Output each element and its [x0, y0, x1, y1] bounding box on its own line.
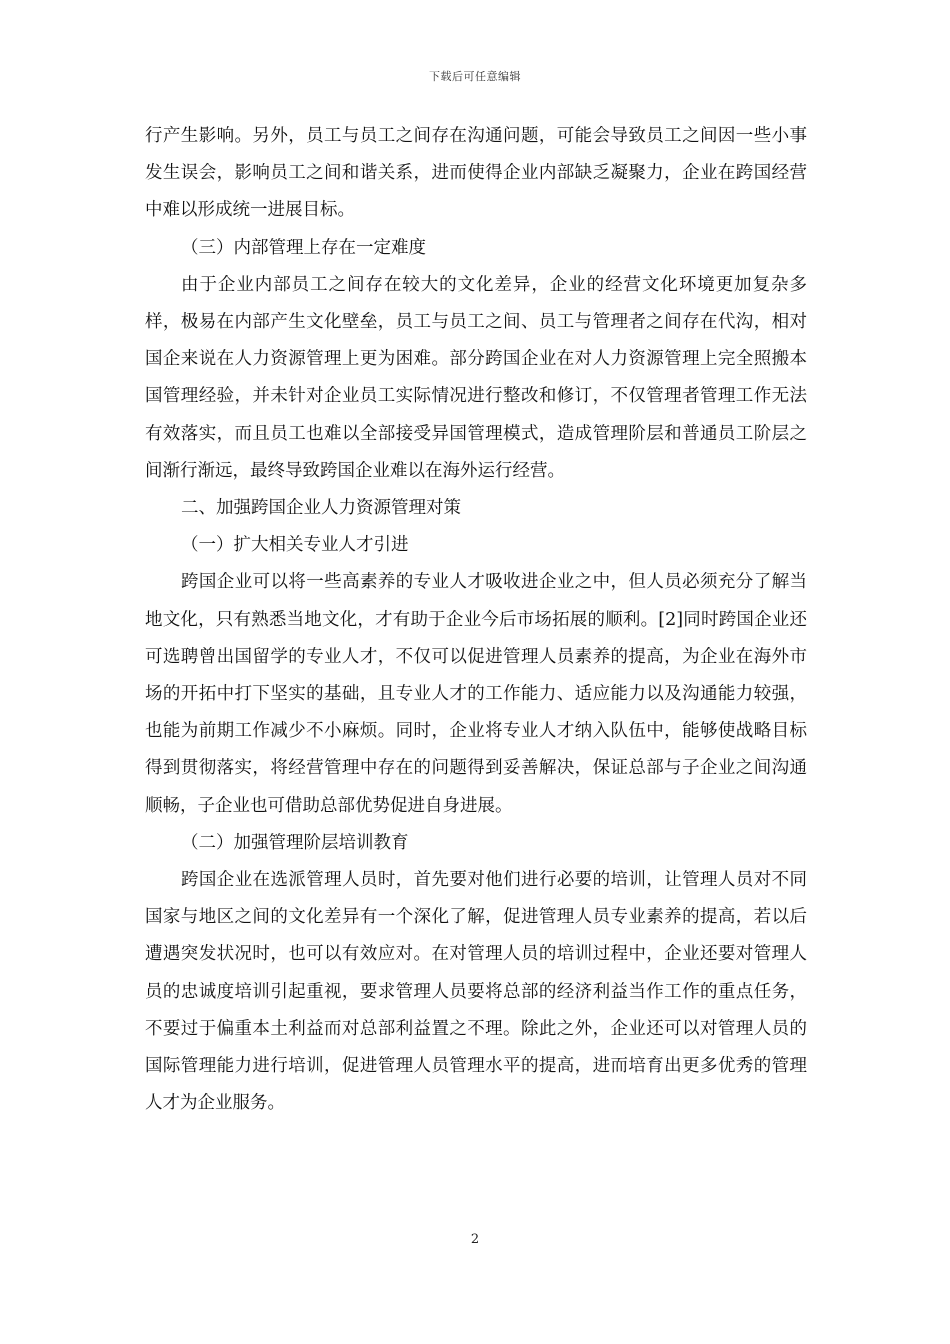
paragraph-talent-recruitment: 跨国企业可以将一些高素养的专业人才吸收进企业之中，但人员必须充分了解当地文化，只有熟悉当地文化，才有助于企业今后市场拓展的顺利。[2]同时跨国企业还可选聘曾出国留学的专业人才，不仅可以促进管理人员素养的提高，为企业在海外市场的开拓中打下坚实的基础，且专业人才的工作能力、适应能力以及沟通能力较强，也能为前期工作减少不小麻烦。同时，企业将专业人才纳入队伍中，能够使战略目标得到贯彻落实，将经营管理中存在的问题得到妥善解决，保证总部与子企业之间沟通顺畅，子企业也可借助总部优势促进自身进展。: [145, 572, 807, 816]
subsection-heading-1: （一）扩大相关专业人才引进: [181, 535, 409, 556]
paragraph-management-training: 跨国企业在选派管理人员时，首先要对他们进行必要的培训，让管理人员对不同国家与地区之间的文化差异有一个深化了解，促进管理人员专业素养的提高，若以后遭遇突发状况时，也可以有效应对。在对管理人员的培训过程中，企业还要对管理人员的忠诚度培训引起重视，要求管理人员要将总部的经济利益当作工作的重点任务，不要过于偏重本土利益而对总部利益置之不理。除此之外，企业还可以对管理人员的国际管理能力进行培训，促进管理人员管理水平的提高，进而培育出更多优秀的管理人才为企业服务。: [145, 870, 807, 1114]
page-header: 下载后可任意编辑: [429, 70, 521, 83]
subsection-heading-2: （二）加强管理阶层培训教育: [181, 832, 409, 853]
page-number: 2: [470, 1232, 480, 1247]
paragraph-internal-management: 由于企业内部员工之间存在较大的文化差异，企业的经营文化环境更加复杂多样，极易在内部产生文化壁垒，员工与员工之间、员工与管理者之间存在代沟，相对国企来说在人力资源管理上更为困难。部分跨国企业在对人力资源管理上完全照搬本国管理经验，并未针对企业员工实际情况进行整改和修订，不仅管理者管理工作无法有效落实，而且员工也难以全部接受异国管理模式，造成管理阶层和普通员工阶层之间渐行渐远，最终导致跨国企业难以在海外运行经营。: [145, 274, 807, 481]
document-body: [145, 118, 807, 1122]
paragraph-continuation: 行产生影响。另外，员工与员工之间存在沟通问题，可能会导致员工之间因一些小事发生误会，影响员工之间和谐关系，进而使得企业内部缺乏凝聚力，企业在跨国经营中难以形成统一进展目标。: [145, 126, 807, 221]
chapter-heading-2: 二、加强跨国企业人力资源管理对策: [181, 498, 461, 519]
section-heading-3: （三）内部管理上存在一定难度: [181, 237, 426, 258]
